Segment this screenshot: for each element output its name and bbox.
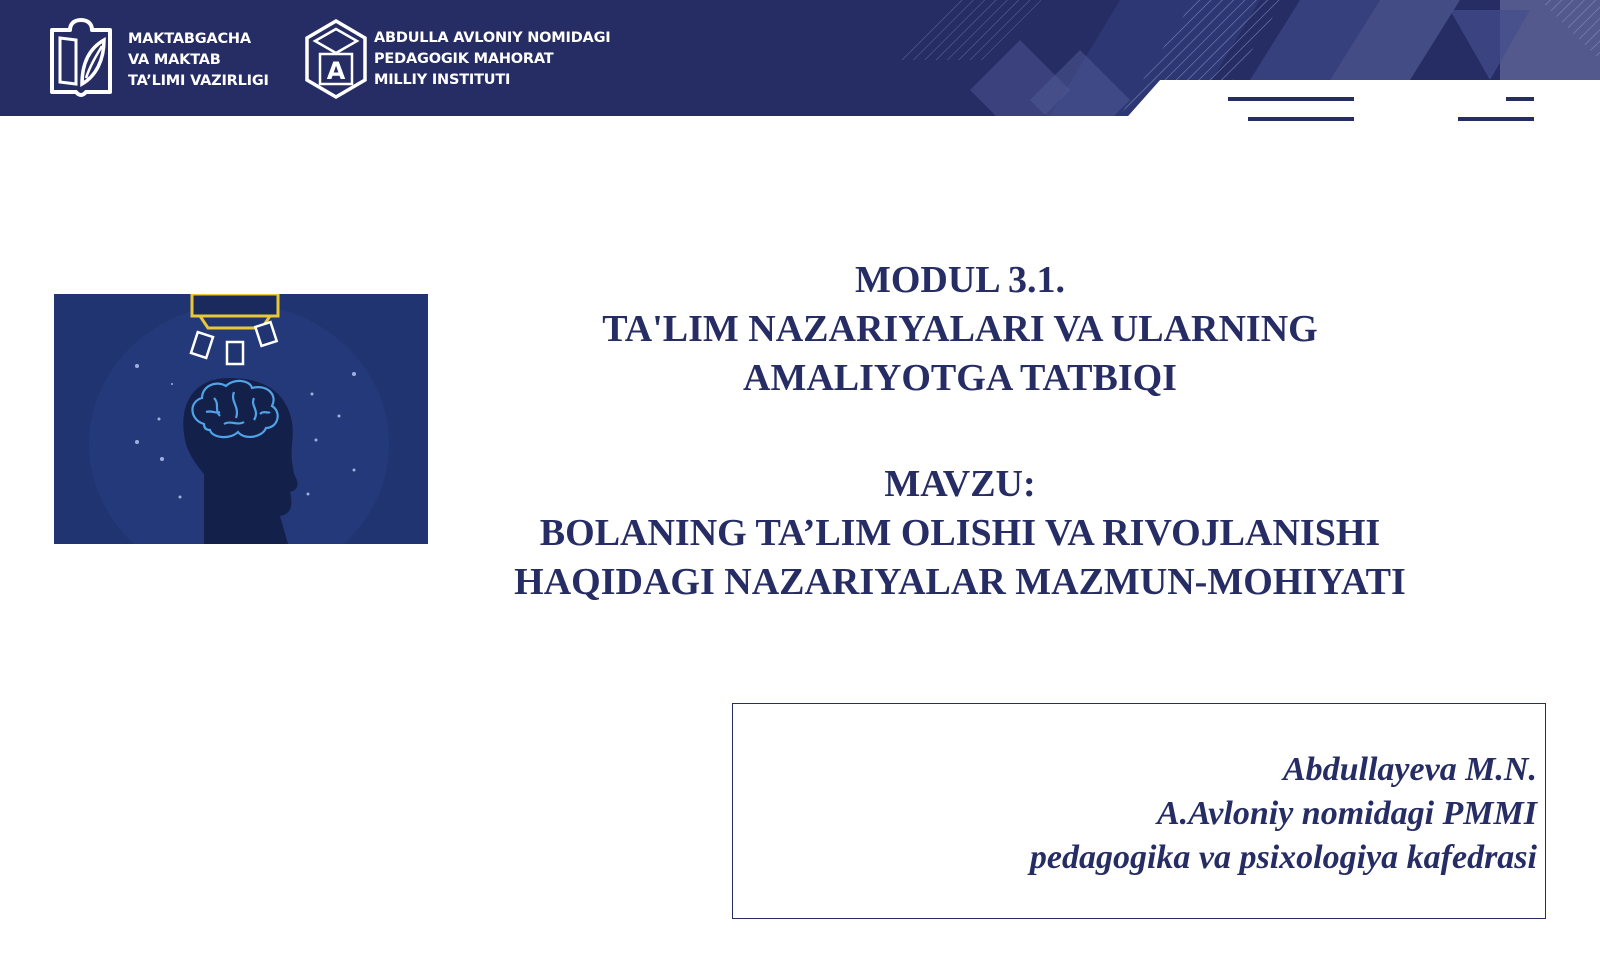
author-info [1030, 748, 1537, 880]
header-banner [0, 0, 1600, 116]
ministry-name [128, 29, 269, 92]
module-title [470, 256, 1450, 403]
topic-title-line: BOLANING TA’LIM OLISHI VA RIVOJLANISHI [539, 512, 1381, 554]
topic-title-line: HAQIDAGI NAZARIYALAR MAZMUN-MOHIYATI [514, 561, 1406, 603]
author-department: pedagogika va psixologiya kafedrasi [1029, 839, 1537, 876]
topic-title-line: MAVZU: [884, 463, 1036, 505]
module-title-line: TA'LIM NAZARIYALARI VA ULARNING [602, 308, 1318, 350]
institute-name-line: PEDAGOGIK MAHORAT [374, 51, 554, 67]
author-name: Abdullayeva M.N. [1282, 751, 1537, 788]
institute-logo-letter: A [326, 57, 346, 85]
decorative-line [1506, 97, 1534, 101]
ministry-name-line: VA MAKTAB [128, 52, 221, 68]
module-title-line: AMALIYOTGA TATBIQI [743, 357, 1177, 399]
institute-name-line: ABDULLA AVLONIY NOMIDAGI [374, 30, 611, 46]
decorative-line [1248, 117, 1354, 121]
ministry-name-line: TA’LIMI VAZIRLIGI [128, 73, 269, 89]
head-brain-illustration [54, 294, 428, 544]
institute-name-line: MILLIY INSTITUTI [374, 72, 511, 88]
institute-name [374, 28, 610, 91]
author-box [732, 703, 1546, 919]
decorative-line [1228, 97, 1354, 101]
decorative-line [1458, 117, 1534, 121]
topic-title [470, 460, 1450, 607]
ministry-book-leaf-logo-icon [46, 16, 116, 98]
institute-hexagon-logo-icon [304, 18, 368, 100]
module-title-line: MODUL 3.1. [854, 259, 1066, 301]
author-institution: A.Avloniy nomidagi PMMI [1156, 795, 1537, 832]
ministry-name-line: MAKTABGACHA [128, 31, 251, 47]
